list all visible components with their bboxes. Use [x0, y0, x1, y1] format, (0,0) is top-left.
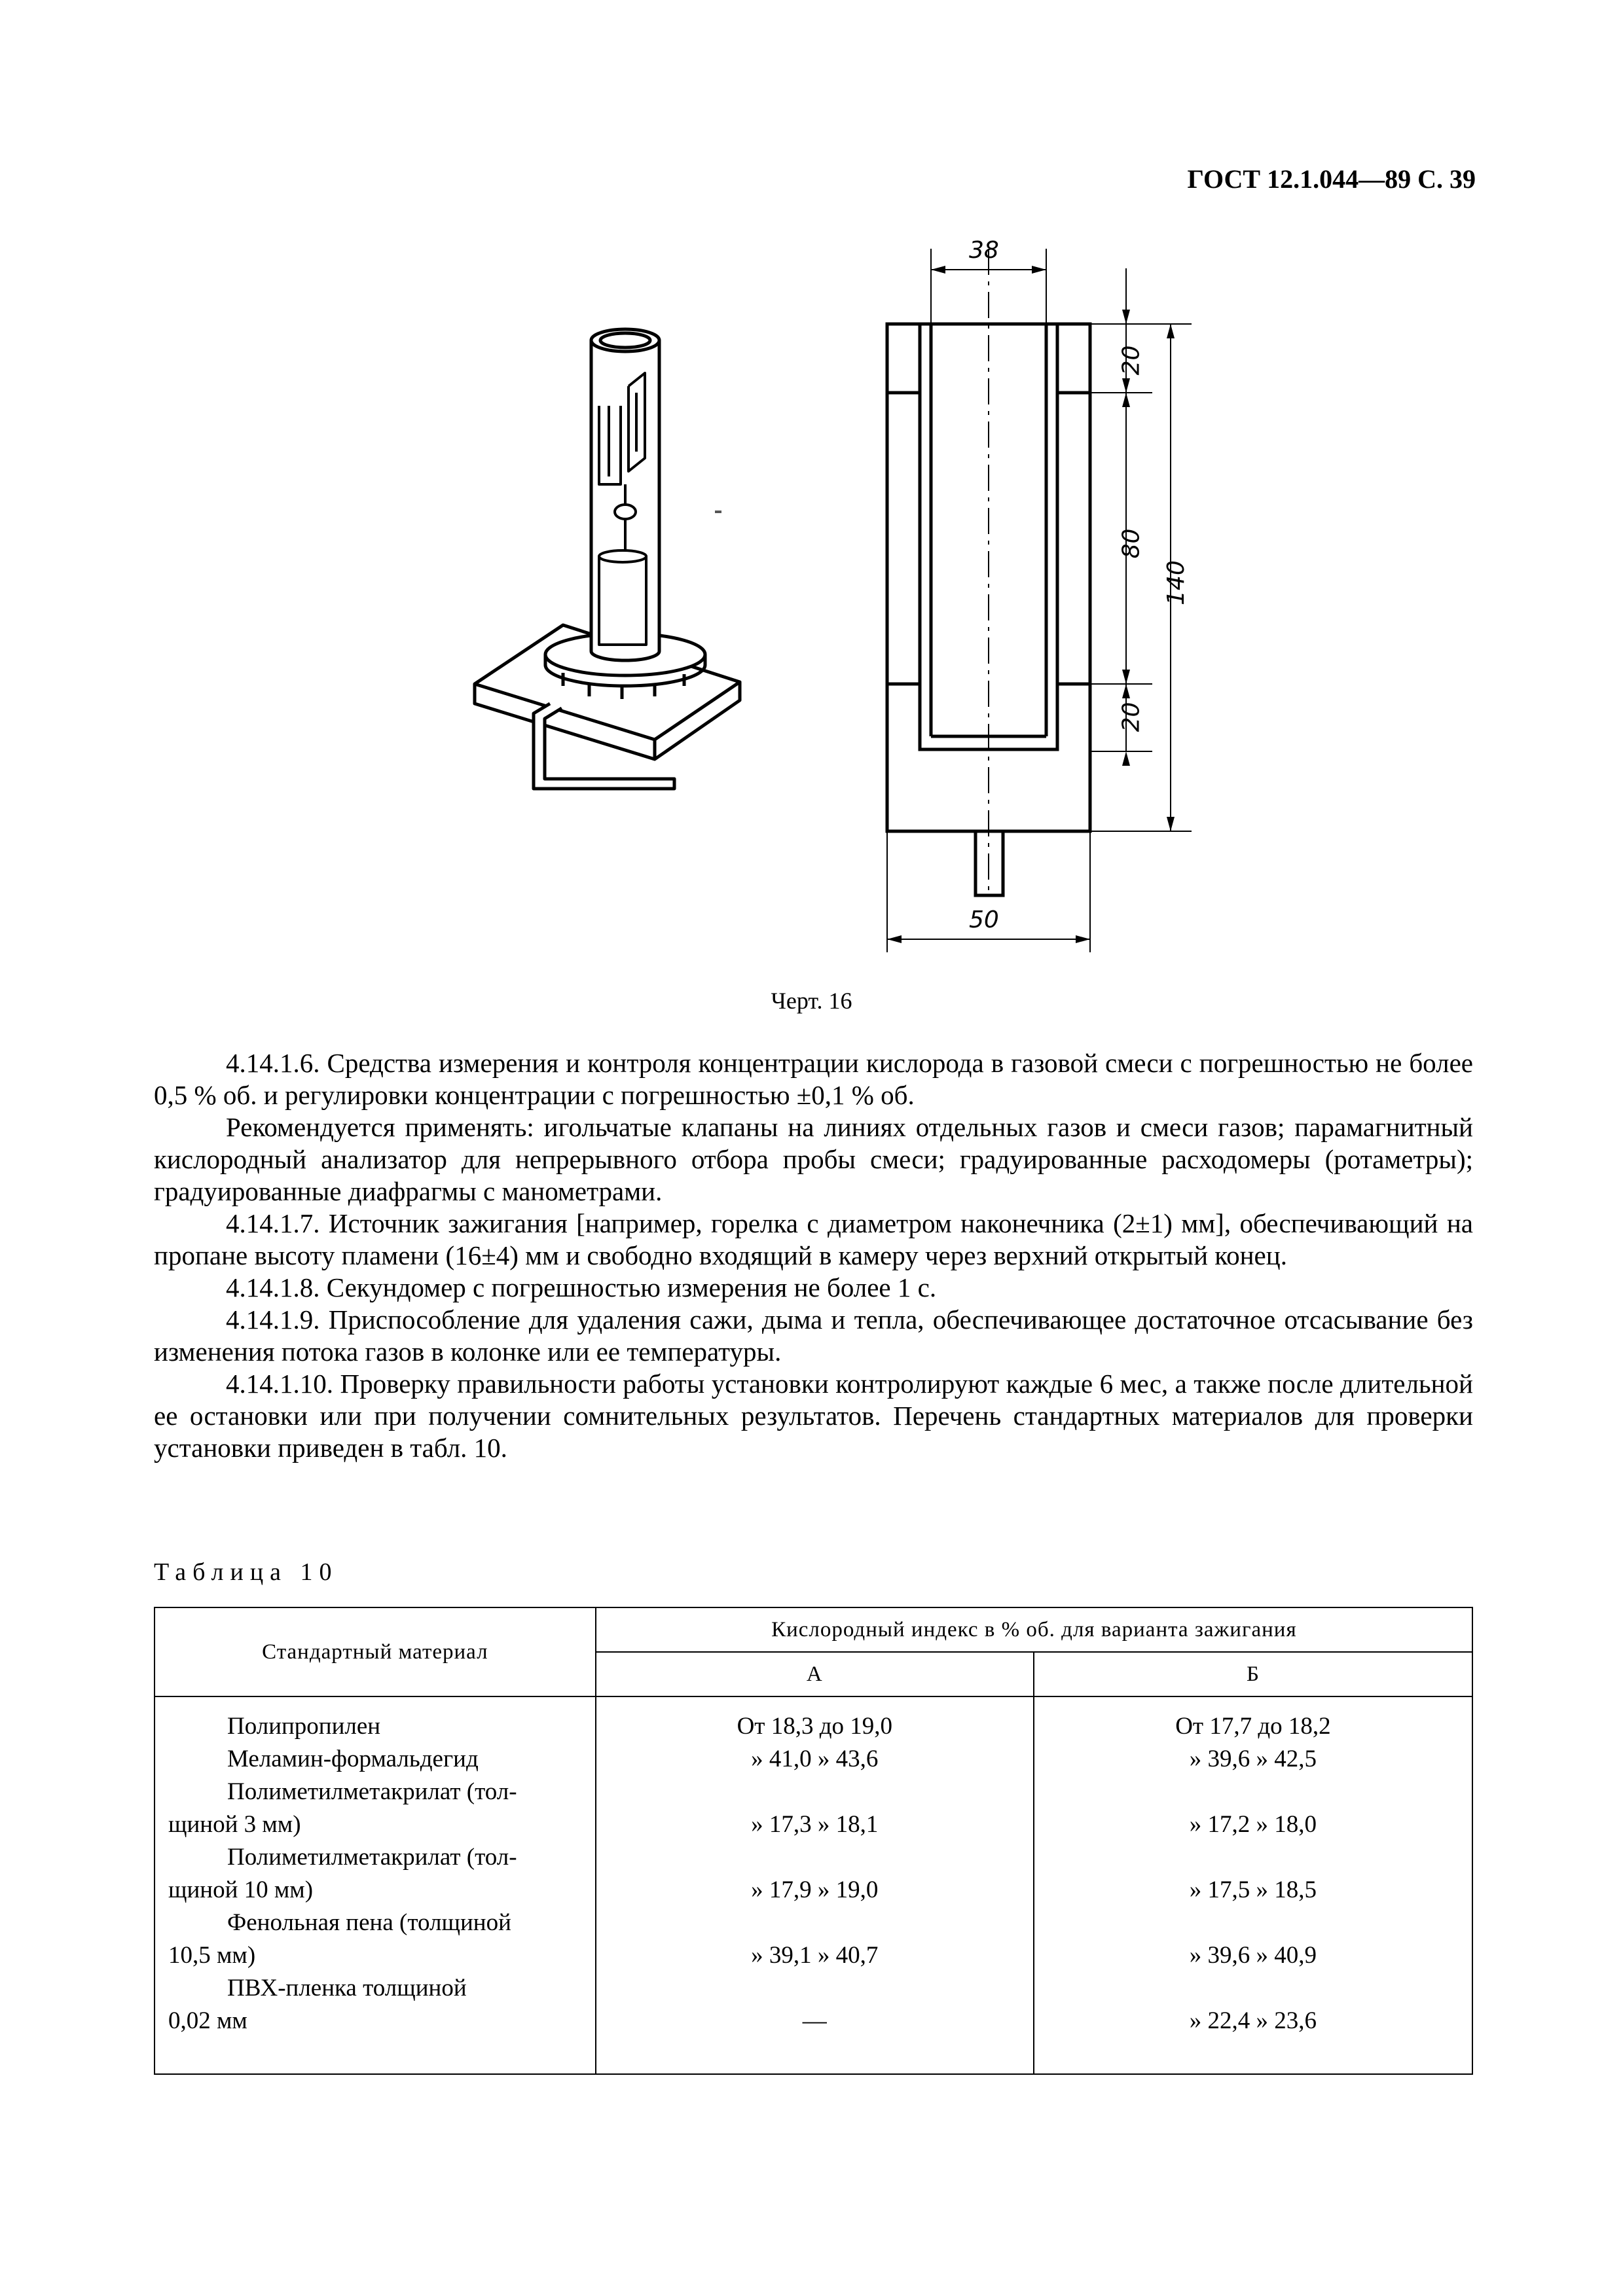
- table-10: [154, 1607, 1473, 2075]
- value-b: » 17,5 » 18,5: [1034, 1841, 1472, 1907]
- sample-holder-drawing: [458, 308, 759, 805]
- material-name: Полипропилен: [227, 1713, 381, 1740]
- value-a: —: [596, 1972, 1034, 2074]
- material-name: Полиметилметакрилат (тол-: [227, 1778, 517, 1805]
- dimension-140: 140: [1162, 560, 1190, 605]
- page-header: ГОСТ 12.1.044—89 С. 39: [1187, 164, 1476, 194]
- material-name: Фенольная пена (толщиной: [227, 1909, 511, 1936]
- paragraph-4-14-1-9: 4.14.1.9. Приспособление для удаления сажи, дыма и тепла, обеспечивающее достаточное отсасывание без изменения потока газов в колонке или ее температуры.: [154, 1304, 1473, 1367]
- value-a: » 17,9 » 19,0: [596, 1841, 1034, 1907]
- table-row: [155, 1907, 1472, 1972]
- value-b: » 22,4 » 23,6: [1034, 1972, 1472, 2074]
- dimension-50: 50: [969, 906, 999, 933]
- material-name: Меламин-формальдегид: [227, 1746, 479, 1772]
- header-oxygen-index: Кислородный индекс в % об. для варианта зажигания: [596, 1607, 1472, 1652]
- header-variant-a: А: [596, 1652, 1034, 1696]
- figure-caption: Черт. 16: [771, 988, 852, 1014]
- table-row: [155, 1841, 1472, 1907]
- material-name-cont: щиной 10 мм): [168, 1876, 314, 1903]
- value-a: От 18,3 до 19,0: [596, 1696, 1034, 1743]
- paragraph-4-14-1-10: 4.14.1.10. Проверку правильности работы установки контролируют каждые 6 мес, а также после длительной ее остановки или при получении сомнительных результатов. Перечень стандартных материалов для проверки установки приведен в табл. 10.: [154, 1369, 1473, 1463]
- paragraph-4-14-1-7: 4.14.1.7. Источник зажигания [например, горелка с диаметром наконечника (2±1) мм], обеспечивающий на пропане высоту пламени (16±4) мм и свободно входящий в камеру через верхний открытый конец.: [154, 1208, 1473, 1270]
- value-b: От 17,7 до 18,2: [1034, 1696, 1472, 1743]
- table-row: [155, 1776, 1472, 1841]
- paragraph-recommendation: Рекомендуется применять: игольчатые клапаны на линиях отдельных газов и смеси газов; парамагнитный кислородный анализатор для непрерывного отбора пробы смеси; градуированные расходомеры (ротаметры); градуированные диафрагмы с манометрами.: [154, 1112, 1473, 1206]
- material-name-cont: 10,5 мм): [168, 1942, 256, 1969]
- paragraph-4-14-1-6: 4.14.1.6. Средства измерения и контроля концентрации кислорода в газовой смеси с погрешностью не более 0,5 % об. и регулировки концентрации с погрешностью ±0,1 % об.: [154, 1048, 1473, 1110]
- dimension-20-bottom: 20: [1118, 702, 1145, 732]
- table-row: [155, 1972, 1472, 2074]
- material-name: Полиметилметакрилат (тол-: [227, 1844, 517, 1871]
- header-variant-b: Б: [1034, 1652, 1472, 1696]
- material-name: ПВХ-пленка толщиной: [227, 1975, 467, 2001]
- paragraph-4-14-1-8: 4.14.1.8. Секундомер с погрешностью измерения не более 1 с.: [226, 1272, 937, 1302]
- header-material: Стандартный материал: [155, 1607, 596, 1696]
- dimension-20-top: 20: [1118, 345, 1145, 376]
- value-b: » 39,6 » 42,5: [1034, 1743, 1472, 1776]
- value-a: » 39,1 » 40,7: [596, 1907, 1034, 1972]
- body-text: [154, 1047, 1473, 1464]
- speck: [715, 511, 721, 513]
- value-b: » 17,2 » 18,0: [1034, 1776, 1472, 1841]
- table-row: [155, 1743, 1472, 1776]
- table-row: [155, 1696, 1472, 1743]
- dimension-38: 38: [969, 237, 999, 264]
- material-name-cont: щиной 3 мм): [168, 1811, 301, 1838]
- value-a: » 41,0 » 43,6: [596, 1743, 1034, 1776]
- value-b: » 39,6 » 40,9: [1034, 1907, 1472, 1972]
- value-a: » 17,3 » 18,1: [596, 1776, 1034, 1841]
- table-label: Таблица 10: [154, 1558, 338, 1586]
- dimension-80: 80: [1118, 528, 1145, 559]
- material-name-cont: 0,02 мм: [168, 2007, 247, 2034]
